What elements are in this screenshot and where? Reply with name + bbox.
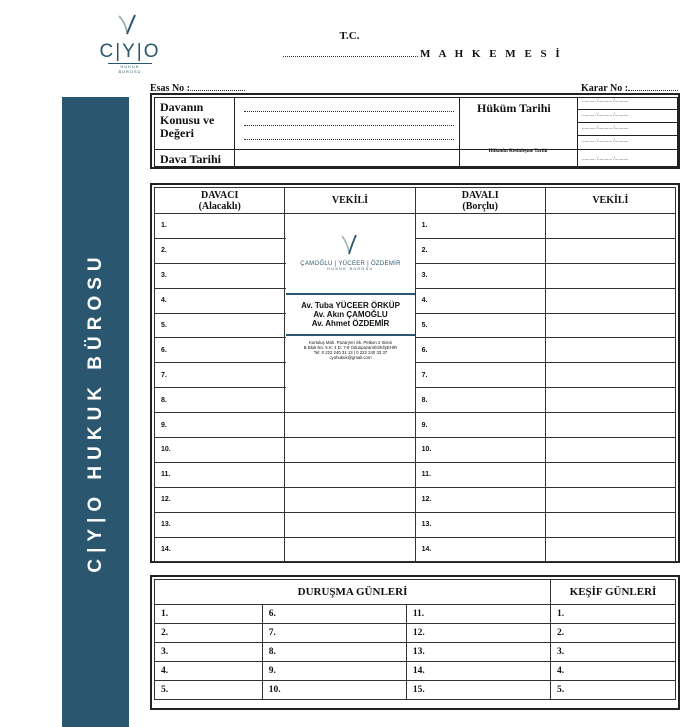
sidebar-band: [62, 97, 129, 727]
davaci-cell[interactable]: 12.: [155, 487, 285, 512]
table-row: [155, 462, 676, 487]
table-row: [155, 238, 676, 263]
vekil-right-cell[interactable]: [545, 413, 675, 438]
durusma-cell[interactable]: 9.: [262, 662, 406, 681]
vekil-right-cell[interactable]: [545, 313, 675, 338]
davaci-cell[interactable]: 6.: [155, 338, 285, 363]
tc-title: T.C.: [339, 30, 360, 42]
vekil-right-cell[interactable]: [545, 438, 675, 463]
table-row: [155, 388, 676, 413]
davaci-cell[interactable]: 8.: [155, 388, 285, 413]
konu-line-2[interactable]: [244, 117, 454, 126]
table-row: [155, 288, 676, 313]
konu-label: Davanın Konusu ve Değeri: [160, 100, 215, 140]
durusma-cell[interactable]: 2.: [155, 624, 263, 643]
parties-table: [154, 187, 676, 562]
address-1: Kurtuluş Mah. Pazaryeri Sk. Petkon 2 Sitesi: [308, 340, 393, 345]
kesif-cell[interactable]: 4.: [551, 662, 676, 681]
hearings-table: [154, 579, 676, 700]
date-5[interactable]: ........... /........... /...........: [582, 157, 629, 162]
vekil-right-cell[interactable]: [545, 537, 675, 562]
vekil-left-cell[interactable]: [285, 438, 415, 463]
table-row: [155, 413, 676, 438]
date-3[interactable]: ........... /........... /...........: [582, 126, 629, 131]
vekil-right-cell[interactable]: [545, 512, 675, 537]
vekil-right-cell[interactable]: [545, 462, 675, 487]
davali-cell[interactable]: 3.: [415, 263, 545, 288]
davaci-cell[interactable]: 13.: [155, 512, 285, 537]
court-name-blank[interactable]: [283, 48, 418, 57]
vekil-left-cell[interactable]: [285, 537, 415, 562]
email: cyohukuk@gmail.com: [329, 355, 372, 360]
firm-card: [286, 214, 415, 410]
davaci-cell[interactable]: 9.: [155, 413, 285, 438]
durusma-cell[interactable]: 13.: [406, 643, 550, 662]
lawyer-1: Av. Tuba YÜCEER ÖRKÜP: [301, 301, 400, 310]
sidebar-text: C|Y|O HUKUK BÜROSU: [84, 251, 106, 573]
davali-cell[interactable]: 5.: [415, 313, 545, 338]
vekil-right-cell[interactable]: [545, 263, 675, 288]
davali-cell[interactable]: 7.: [415, 363, 545, 388]
kesif-cell[interactable]: 3.: [551, 643, 676, 662]
durusma-cell[interactable]: 15.: [406, 681, 550, 700]
vekil-left-cell[interactable]: [285, 462, 415, 487]
logo-sub: HUKUK BÜROSU: [108, 63, 152, 74]
date-4[interactable]: ........... /........... /...........: [582, 139, 629, 144]
durusma-cell[interactable]: 1.: [155, 605, 263, 624]
kesif-cell[interactable]: 1.: [551, 605, 676, 624]
table-row: [155, 537, 676, 562]
davaci-cell[interactable]: 11.: [155, 462, 285, 487]
table-row: [155, 438, 676, 463]
kesif-cell[interactable]: 5.: [551, 681, 676, 700]
table-row: [155, 487, 676, 512]
hukum-tarihi-label: Hüküm Tarihi: [477, 101, 551, 115]
durusma-cell[interactable]: 11.: [406, 605, 550, 624]
lawyer-3: Av. Ahmet ÖZDEMİR: [311, 319, 390, 328]
table-row: [155, 263, 676, 288]
durusma-cell[interactable]: 3.: [155, 643, 263, 662]
vekil-right-cell[interactable]: [545, 338, 675, 363]
davaci-cell[interactable]: 14.: [155, 537, 285, 562]
davaci-header: DAVACI (Alacaklı): [155, 188, 285, 214]
table-row: [155, 214, 676, 239]
durusma-cell[interactable]: 12.: [406, 624, 550, 643]
dava-tarihi-label: Dava Tarihi: [160, 152, 222, 166]
davali-header: DAVALI (Borçlu): [415, 188, 545, 214]
vekil-left-cell[interactable]: [285, 512, 415, 537]
court-label: M A H K E M E S İ: [420, 48, 563, 60]
davali-cell[interactable]: 4.: [415, 288, 545, 313]
davaci-cell[interactable]: 10.: [155, 438, 285, 463]
esas-label: Esas No :: [150, 83, 191, 94]
case-info-box: [150, 93, 680, 169]
durusma-cell[interactable]: 6.: [262, 605, 406, 624]
vekil-header-right: VEKİLİ: [545, 188, 675, 214]
davali-cell[interactable]: 11.: [415, 462, 545, 487]
vekil-header-left: VEKİLİ: [285, 188, 415, 214]
davaci-cell[interactable]: 5.: [155, 313, 285, 338]
firm-names: ÇAMOĞLU | YÜCEER | ÖZDEMİR: [300, 261, 401, 267]
table-row: [155, 338, 676, 363]
kesif-header: KEŞİF GÜNLERİ: [551, 580, 676, 605]
firm-sub: HUKUK BÜROSU: [327, 267, 374, 271]
table-row: [155, 512, 676, 537]
davaci-cell[interactable]: 3.: [155, 263, 285, 288]
table-row: [155, 313, 676, 338]
telephone: Tel: 0 222 240 31 13 | 0 222 240 33 37: [313, 350, 388, 355]
durusma-cell[interactable]: 7.: [262, 624, 406, 643]
davali-cell[interactable]: 2.: [415, 238, 545, 263]
davali-cell[interactable]: 1.: [415, 214, 545, 239]
durusma-cell[interactable]: 4.: [155, 662, 263, 681]
vekil-right-cell[interactable]: [545, 388, 675, 413]
address-2: B Blok No: 5 K: 4 D: 7-8 Odunpazarı/ESKİŞEHİR: [303, 345, 398, 350]
court-title: [283, 48, 563, 60]
vekil-right-cell[interactable]: [545, 214, 675, 239]
davaci-cell[interactable]: 1.: [155, 214, 285, 239]
davali-cell[interactable]: 12.: [415, 487, 545, 512]
davali-cell[interactable]: 10.: [415, 438, 545, 463]
davali-cell[interactable]: 6.: [415, 338, 545, 363]
vekil-left-cell[interactable]: [285, 413, 415, 438]
lawyer-2: Av. Akın ÇAMOĞLU: [313, 310, 388, 319]
kesinlesme-label: Hükmün Kesinleşme Tarihi: [488, 149, 548, 154]
table-row: [155, 643, 676, 662]
vekil-left-cell[interactable]: [285, 487, 415, 512]
table-row: [155, 605, 676, 624]
konu-line-3[interactable]: [244, 131, 454, 140]
feather-icon: [338, 234, 364, 256]
vekil-right-cell[interactable]: [545, 288, 675, 313]
karar-label: Karar No :: [581, 83, 629, 94]
davaci-cell[interactable]: 4.: [155, 288, 285, 313]
vekil-right-cell[interactable]: [545, 238, 675, 263]
kesif-cell[interactable]: 2.: [551, 624, 676, 643]
karar-blank[interactable]: [628, 82, 678, 91]
logo-word: C|Y|O: [99, 41, 161, 62]
esas-blank[interactable]: [190, 82, 245, 91]
date-1[interactable]: ........... /........... /...........: [582, 99, 629, 104]
durusma-cell[interactable]: 5.: [155, 681, 263, 700]
cyo-logo: [95, 14, 165, 76]
table-row: [155, 681, 676, 700]
davaci-cell[interactable]: 2.: [155, 238, 285, 263]
vekil-right-cell[interactable]: [545, 487, 675, 512]
konu-line-1[interactable]: [244, 103, 454, 112]
vekil-right-cell[interactable]: [545, 363, 675, 388]
durusma-header: DURUŞMA GÜNLERİ: [155, 580, 551, 605]
date-2[interactable]: ........... /........... /...........: [582, 113, 629, 118]
davaci-cell[interactable]: 7.: [155, 363, 285, 388]
davali-cell[interactable]: 8.: [415, 388, 545, 413]
durusma-cell[interactable]: 10.: [262, 681, 406, 700]
table-row: [155, 363, 676, 388]
table-row: [155, 624, 676, 643]
davali-cell[interactable]: 14.: [415, 537, 545, 562]
durusma-cell[interactable]: 8.: [262, 643, 406, 662]
davali-cell[interactable]: 13.: [415, 512, 545, 537]
table-row: [155, 662, 676, 681]
davali-cell[interactable]: 9.: [415, 413, 545, 438]
durusma-cell[interactable]: 14.: [406, 662, 550, 681]
